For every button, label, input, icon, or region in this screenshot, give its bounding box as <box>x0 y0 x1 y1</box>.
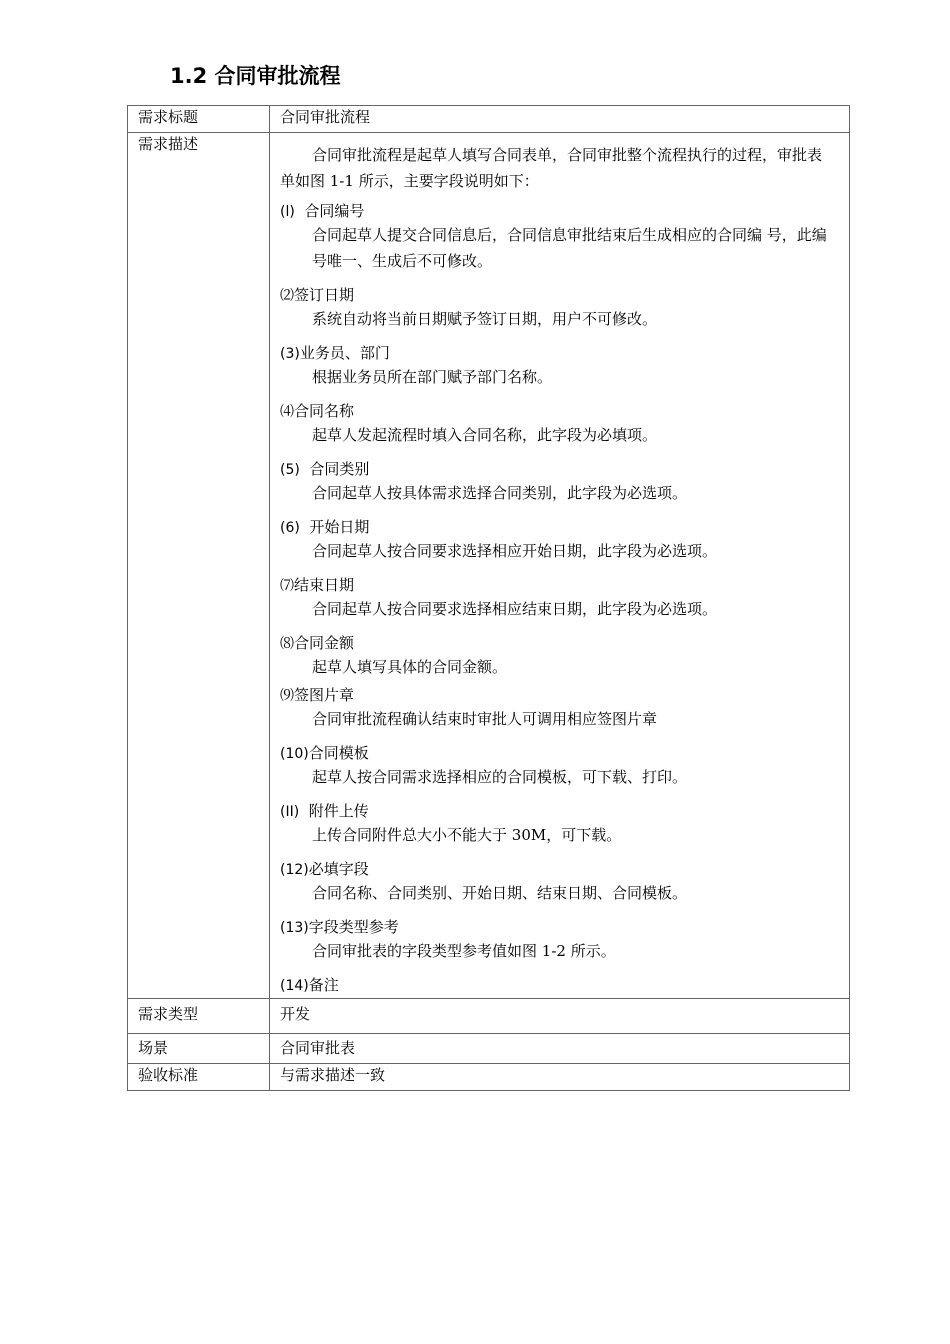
field-item-number: ⑼ <box>280 688 294 704</box>
table-row-scene <box>128 1034 850 1064</box>
field-item-body: 系统自动将当前日期赋予签订日期，用户不可修改。 <box>312 310 658 328</box>
field-item-number: (3) <box>280 346 300 362</box>
field-item-number: (II) <box>280 804 300 820</box>
field-item-title <box>280 800 835 822</box>
field-item-name: 签订日期 <box>294 286 355 304</box>
field-item-title <box>280 516 835 538</box>
description-intro: 合同审批流程是起草人填写合同表单，合同审批整个流程执行的过程，审批表单如图 1-1 所示，主要字段说明如下： <box>280 146 823 190</box>
field-item-body: 合同审批流程确认结束时审批人可调用相应签图片章 <box>312 710 658 728</box>
field-item-number: (6) <box>280 520 300 536</box>
cell-title-label: 需求标题 <box>128 106 270 133</box>
description-content <box>280 133 849 998</box>
field-item-number: (14) <box>280 978 309 994</box>
field-item-body: 根据业务员所在部门赋予部门名称。 <box>312 368 553 386</box>
cell-type-value: 开发 <box>270 999 850 1034</box>
field-item-body: 合同起草人按合同要求选择相应结束日期，此字段为必选项。 <box>312 600 718 618</box>
field-item-title <box>280 684 835 706</box>
field-item-name: 合同金额 <box>294 634 355 652</box>
field-item-name: 合同类别 <box>309 460 370 478</box>
field-item-number: (12) <box>280 862 309 878</box>
field-item-title <box>280 284 835 306</box>
cell-acceptance-label: 验收标准 <box>128 1064 270 1091</box>
field-item-number: (13) <box>280 920 309 936</box>
field-item-body: 合同起草人按合同要求选择相应开始日期，此字段为必选项。 <box>312 542 718 560</box>
cell-desc-value <box>270 133 850 999</box>
field-item-number: ⑵ <box>280 288 294 304</box>
table-row-title <box>128 106 850 133</box>
section-heading: 1.2 合同审批流程 <box>170 64 341 88</box>
field-item-title <box>280 916 835 938</box>
field-item-name: 字段类型参考 <box>308 918 399 936</box>
field-item-body: 合同审批表的字段类型参考值如图 1-2 所示。 <box>312 942 616 960</box>
cell-type-label: 需求类型 <box>128 999 270 1034</box>
field-item-title <box>280 400 835 422</box>
field-item-name: 附件上传 <box>308 802 369 820</box>
field-item-name: 开始日期 <box>309 518 370 536</box>
field-item-number: ⑻ <box>280 636 294 652</box>
field-item-name: 签图片章 <box>294 686 355 704</box>
field-item-body: 合同名称、合同类别、开始日期、结束日期、合同模板。 <box>312 884 688 902</box>
field-item-name: 必填字段 <box>308 860 369 878</box>
field-item-body: 上传合同附件总大小不能大于 30M，可下载。 <box>312 826 622 844</box>
table-row-acceptance <box>128 1064 850 1091</box>
table-row-description <box>128 133 850 999</box>
field-item-number: (10) <box>280 746 309 762</box>
field-item-number: ⑺ <box>280 578 294 594</box>
field-item-title <box>280 974 835 996</box>
requirement-table <box>127 105 850 1091</box>
field-item-number: (l) <box>280 204 295 220</box>
field-item-name: 业务员、部门 <box>299 344 390 362</box>
cell-desc-label: 需求描述 <box>128 133 270 999</box>
field-item-name: 结束日期 <box>294 576 355 594</box>
field-item-title <box>280 858 835 880</box>
field-item-name: 合同模板 <box>308 744 369 762</box>
cell-title-value: 合同审批流程 <box>270 106 850 133</box>
field-item-body: 起草人填写具体的合同金额。 <box>312 658 508 676</box>
field-item-number: ⑷ <box>280 404 294 420</box>
field-item-body: 合同起草人提交合同信息后，合同信息审批结束后生成相应的合同编 号，此编号唯一、生成后不可修改。 <box>312 226 827 270</box>
field-item-number: (5) <box>280 462 300 478</box>
field-item-body: 起草人按合同需求选择相应的合同模板，可下载、打印。 <box>312 768 688 786</box>
cell-scene-label: 场景 <box>128 1034 270 1064</box>
field-item-title <box>280 632 835 654</box>
field-item-title <box>280 200 835 222</box>
field-item-name: 备注 <box>308 976 339 994</box>
field-item-name: 合同编号 <box>304 202 365 220</box>
field-item-title <box>280 574 835 596</box>
field-item-body: 起草人发起流程时填入合同名称，此字段为必填项。 <box>312 426 658 444</box>
table-row-type <box>128 999 850 1034</box>
field-item-title <box>280 342 835 364</box>
field-item-title <box>280 458 835 480</box>
field-item-title <box>280 742 835 764</box>
field-item-name: 合同名称 <box>294 402 355 420</box>
field-item-body: 合同起草人按具体需求选择合同类别，此字段为必选项。 <box>312 484 688 502</box>
cell-scene-value: 合同审批表 <box>270 1034 850 1064</box>
cell-acceptance-value: 与需求描述一致 <box>270 1064 850 1091</box>
